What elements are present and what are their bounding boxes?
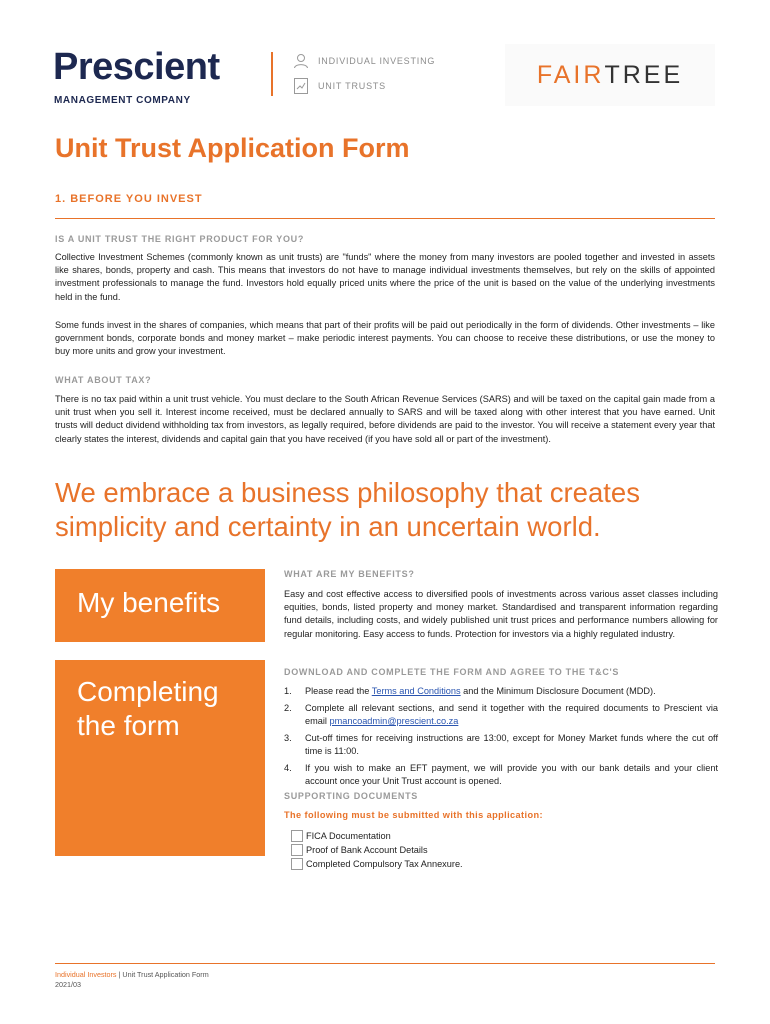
category-label: INDIVIDUAL INVESTING xyxy=(318,56,436,66)
supporting-note: The following must be submitted with this application: xyxy=(284,810,543,820)
paragraph-dividends: Some funds invest in the shares of companies, which means that part of their profits will be paid out periodically in the form of dividends. Other investments – like government bonds, corporate bonds and money market – make periodic interest payments. You can choose to receive these distributions, or use the money to buy more units and grow your investment. xyxy=(55,320,715,357)
footer xyxy=(55,970,209,990)
category-label: UNIT TRUSTS xyxy=(318,81,386,91)
paragraph-tax: There is no tax paid within a unit trust vehicle. You must declare to the South African Revenue Services (SARS) and will be taxed on the capital gain made from a unit trust when you sell it. Interest income received, must be declared annually to SARS and will be taxed along with other interest that you have earned. Unit trusts will deduct dividend withholding tax from investors, as legally required, before dividends are paid to the investor. You will receive a statement every year that clearly states the interest, dividends and capital gain that you have received (if you have sold all or part of the investment). xyxy=(55,394,715,444)
fairtree-logo xyxy=(505,44,715,106)
question-heading-unit-trust: IS A UNIT TRUST THE RIGHT PRODUCT FOR YOU? xyxy=(55,234,305,244)
step-number: 1. xyxy=(284,686,292,696)
step-item xyxy=(284,685,718,698)
fairtree-logo-tree: TREE xyxy=(604,60,684,89)
philosophy-statement: We embrace a business philosophy that creates simplicity and certainty in an uncertain world. xyxy=(55,477,640,542)
page-title: Unit Trust Application Form xyxy=(55,133,410,163)
benefits-heading: WHAT ARE MY BENEFITS? xyxy=(284,569,415,579)
checkbox[interactable] xyxy=(291,858,303,870)
chart-document-icon xyxy=(292,77,310,95)
my-benefits-label: My benefits xyxy=(77,587,221,618)
steps-list xyxy=(284,685,718,791)
checklist-label: Proof of Bank Account Details xyxy=(306,845,428,855)
fairtree-logo-fair: FAIR xyxy=(536,60,605,89)
completing-form-box xyxy=(55,660,265,856)
step-item xyxy=(284,702,718,728)
footer-divider xyxy=(55,963,715,964)
category-unit-trusts xyxy=(292,77,386,95)
footer-section: Individual Investors xyxy=(55,970,117,979)
step-text xyxy=(305,702,718,728)
download-heading: DOWNLOAD AND COMPLETE THE FORM AND AGREE TO THE T&C'S xyxy=(284,667,620,677)
supporting-documents-checklist xyxy=(291,829,711,871)
supporting-heading: SUPPORTING DOCUMENTS xyxy=(284,791,419,801)
header-divider xyxy=(271,52,273,96)
checkbox[interactable] xyxy=(291,844,303,856)
step-text xyxy=(305,732,718,758)
checklist-label: Completed Compulsory Tax Annexure. xyxy=(306,859,463,869)
section-divider xyxy=(55,218,715,219)
step-text-part: If you wish to make an EFT payment, we will provide you with our bank details and your client account once your Unit Trust account is opened. xyxy=(305,762,718,786)
checklist-item xyxy=(291,857,711,871)
benefits-paragraph: Easy and cost effective access to diversified pools of investments across various asset classes including equities, bonds, listed property and money market. Standardised and transparent information regarding fund details, including costs, and widely published unit trust prices and performance numbers allowing for regular monitoring. Easy access to funds. Protection for investors via a highly regulated industry. xyxy=(284,589,718,639)
checkbox[interactable] xyxy=(291,830,303,842)
footer-separator: | xyxy=(118,970,121,979)
step-text-part: Please read the xyxy=(305,686,372,696)
prescient-logo: Prescient xyxy=(53,46,220,88)
category-individual-investing xyxy=(292,52,435,70)
terms-and-conditions-link[interactable]: Terms and Conditions xyxy=(371,686,461,696)
person-icon xyxy=(292,52,310,70)
question-heading-tax: WHAT ABOUT TAX? xyxy=(55,375,152,385)
step-item xyxy=(284,732,718,758)
paragraph-unit-trust: Collective Investment Schemes (commonly known as unit trusts) are "funds" where the money from many investors are pooled together and invested in assets like shares, bonds, property and cash. This means that investors do not have to manage individual investments themselves, but rely on the skills of appointed investment professionals to manage the fund. Investors hold equally priced units where the price of the unit is based on the value of the underlying investments held in the fund. xyxy=(55,252,715,302)
step-number: 4. xyxy=(284,762,292,773)
footer-document-name: Unit Trust Application Form xyxy=(122,970,209,979)
step-text-part: Complete all relevant sections, and send it together with the required documents to Prescient via email xyxy=(305,702,718,726)
step-number: 2. xyxy=(284,702,292,713)
prescient-logo-subtitle: MANAGEMENT COMPANY xyxy=(54,95,191,106)
section-heading: 1. BEFORE YOU INVEST xyxy=(55,193,203,205)
completing-label-line1: Completing xyxy=(77,676,219,707)
footer-date: 2021/03 xyxy=(55,980,81,989)
completing-label-line2: the form xyxy=(77,710,180,741)
step-item xyxy=(284,762,718,788)
email-link[interactable]: pmancoadmin@prescient.co.za xyxy=(329,715,459,726)
checklist-item xyxy=(291,843,711,857)
step-text-part: Cut-off times for receiving instructions are 13:00, except for Money Market funds where the cut off time is 11:00. xyxy=(305,732,718,756)
step-number: 3. xyxy=(284,732,292,743)
my-benefits-box xyxy=(55,569,265,642)
checklist-label: FICA Documentation xyxy=(306,831,391,841)
step-text xyxy=(305,685,718,698)
step-text xyxy=(305,762,718,788)
checklist-item xyxy=(291,829,711,843)
step-text-part: and the Minimum Disclosure Document (MDD). xyxy=(460,686,656,696)
